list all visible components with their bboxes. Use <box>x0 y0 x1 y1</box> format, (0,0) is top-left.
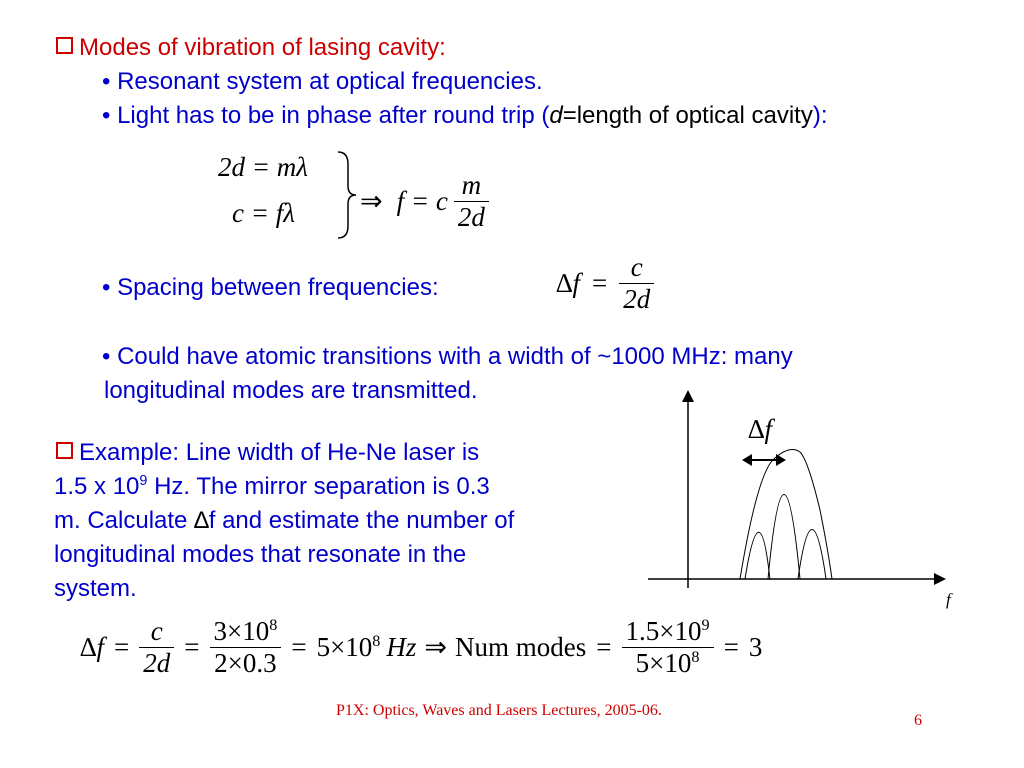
bullet-phase: • Light has to be in phase after round trip (d=length of optical cavity): <box>102 102 828 129</box>
example-line4: longitudinal modes that resonate in the <box>54 541 467 568</box>
footer-source: P1X: Optics, Waves and Lasers Lectures, 2005-06. <box>336 702 662 719</box>
page-number: 6 <box>914 712 922 729</box>
bullet-atomic-line1: • Could have atomic transitions with a width of ~1000 MHz: many <box>102 343 793 370</box>
mode-peak <box>798 530 826 580</box>
example-line3: m. Calculate ∆f and estimate the number of <box>54 507 515 534</box>
fraction-3e8-over-0.6: $\frac{3\times 10^8}{2\times 0.3}$ <box>210 616 282 679</box>
mode-peak <box>768 495 800 580</box>
example-line2: 1.5 x $10^9$ Hz. The mirror separation is 0.3 <box>54 473 490 500</box>
fraction-modes: $\frac{1.5\times 10^9}{5\times 10^8}$ <box>622 616 714 679</box>
f-axis-label: f <box>946 590 951 609</box>
mode-spectrum-diagram <box>640 390 960 610</box>
equation-2d-m-lambda: 2d = mλ <box>218 152 308 182</box>
equation-delta-f: ∆f = $\frac{c}{2d}$ <box>556 252 654 315</box>
section-heading-modes: Modes of vibration of lasing cavity: <box>56 34 446 62</box>
example-line1: Example: Line width of He-Ne laser is <box>56 439 479 467</box>
equation-c-f-lambda: c = fλ <box>232 198 295 228</box>
calculation-equation: ∆f = $\frac{c}{2d}$ = $\frac{3\times 10^8}{2\times 0.3}$ = $5\times 10^8$ Hz ⇒ Num modes = $\frac{1.5\times 10^9}{5\times 10^8}$ = 3 <box>80 616 763 679</box>
delta-f-label: ∆f <box>748 414 773 444</box>
checkbox-bullet-icon <box>56 37 73 54</box>
bullet-atomic-line2: longitudinal modes are transmitted. <box>104 377 478 404</box>
equation-f-equals: ⇒ f = c $\frac{m}{2d}$ <box>360 170 489 233</box>
fraction-c-over-2d: $\frac{c}{2d}$ <box>619 252 654 315</box>
gain-envelope <box>740 450 832 579</box>
bullet-resonant: • Resonant system at optical frequencies. <box>102 68 543 95</box>
fraction-c-over-2d: $\frac{c}{2d}$ <box>139 616 174 679</box>
mode-peak <box>745 532 770 580</box>
implies-symbol: ⇒ <box>360 186 383 217</box>
fraction-m-over-2d: $\frac{m}{2d}$ <box>454 170 489 233</box>
bullet-spacing: • Spacing between frequencies: <box>102 274 439 301</box>
right-brace-icon <box>336 150 360 240</box>
checkbox-bullet-icon <box>56 442 73 459</box>
example-line5: system. <box>54 575 137 602</box>
